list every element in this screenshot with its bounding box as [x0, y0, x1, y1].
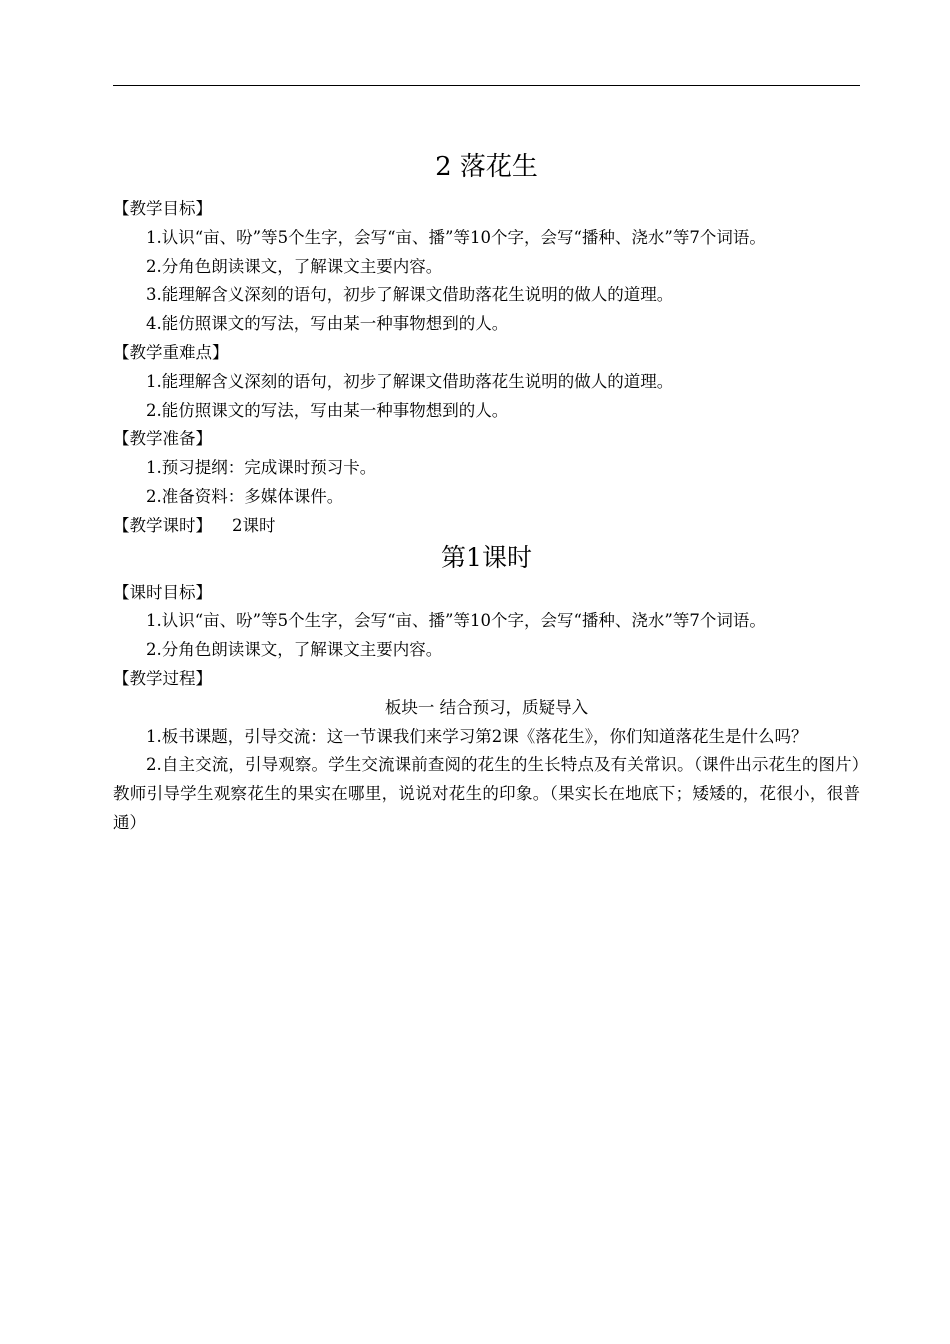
key-points-heading: 【教学重难点】	[113, 342, 229, 362]
document-title: 2 落花生	[435, 152, 538, 182]
key-point-item: 1.能理解含义深刻的语句，初步了解课文借助落花生说明的做人的道理。	[146, 371, 674, 391]
teaching-goal-item: 2.分角色朗读课文，了解课文主要内容。	[146, 256, 443, 276]
process-item: 2.自主交流，引导观察。学生交流课前查阅的花生的生长特点及有关常识。（课件出示花生的图片）教师引导学生观察花生的果实在哪里，说说对花生的印象。（果实长在地底下；矮矮的，花很小，很普通）	[113, 755, 860, 832]
teaching-goal-item: 3.能理解含义深刻的语句，初步了解课文借助落花生说明的做人的道理。	[146, 285, 674, 305]
teaching-goals-heading: 【教学目标】	[113, 199, 212, 218]
process-item: 1.板书课题，引导交流：这一节课我们来学习第2课《落花生》，你们知道落花生是什么吗？	[146, 726, 808, 746]
document-page	[113, 150, 860, 838]
lesson-goal-item: 1.认识“亩、吩”等5个生字，会写“亩、播”等10个字，会写“播种、浇水”等7个词语。	[146, 611, 766, 631]
teaching-goal-item: 1.认识“亩、吩”等5个生字，会写“亩、播”等10个字，会写“播种、浇水”等7个词语。	[146, 227, 766, 247]
lesson-goal-item: 2.分角色朗读课文，了解课文主要内容。	[146, 640, 443, 660]
lesson-goals-heading: 【课时目标】	[113, 582, 212, 602]
class-hours-line	[113, 512, 860, 541]
preparation-item: 1.预习提纲：完成课时预习卡。	[146, 458, 377, 478]
block-title: 板块一 结合预习，质疑导入	[384, 697, 589, 717]
preparation-heading: 【教学准备】	[113, 429, 212, 449]
teaching-goal-item: 4.能仿照课文的写法，写由某一种事物想到的人。	[146, 314, 509, 334]
class-hours-heading: 【教学课时】	[113, 515, 212, 535]
preparation-item: 2.准备资料：多媒体课件。	[146, 486, 344, 506]
lesson-title: 第1课时	[441, 542, 532, 572]
header-rule	[113, 85, 860, 86]
process-heading: 【教学过程】	[113, 668, 212, 688]
key-point-item: 2.能仿照课文的写法，写由某一种事物想到的人。	[146, 400, 509, 420]
class-hours-value: 2课时	[232, 515, 276, 535]
